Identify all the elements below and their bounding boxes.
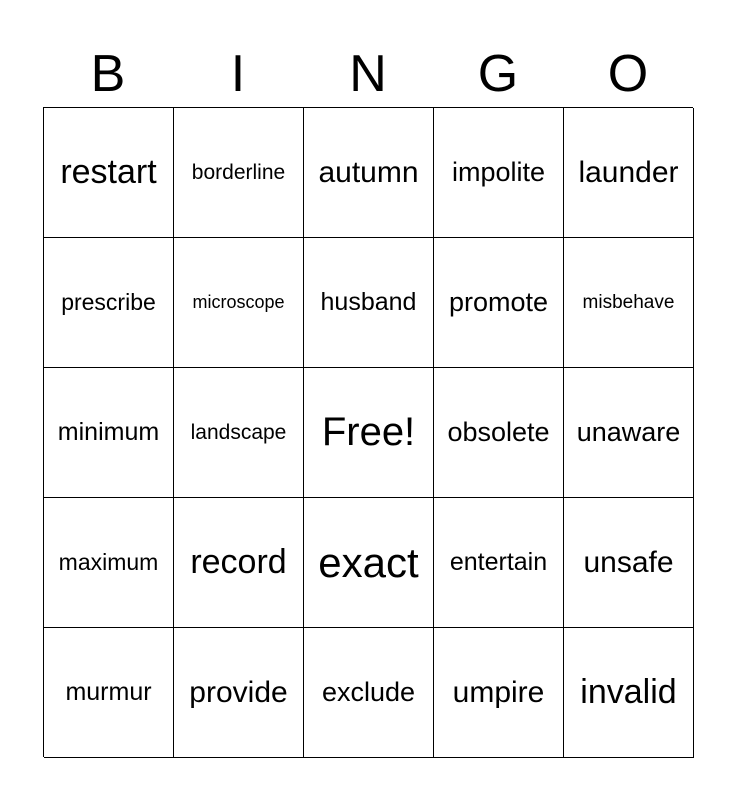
cell-word: record <box>190 543 287 581</box>
cell-word: prescribe <box>61 289 156 315</box>
cell-word: exact <box>318 538 419 586</box>
bingo-cell[interactable] <box>44 498 174 628</box>
header-letter-o: O <box>607 45 649 103</box>
bingo-cell[interactable] <box>44 108 174 238</box>
cell-word: impolite <box>451 157 546 187</box>
bingo-cell[interactable] <box>434 628 564 758</box>
cell-word: misbehave <box>582 291 675 313</box>
bingo-card-grid <box>43 107 693 757</box>
bingo-cell[interactable] <box>434 108 564 238</box>
bingo-cell[interactable] <box>434 368 564 498</box>
bingo-cell[interactable] <box>564 628 694 758</box>
bingo-cell[interactable] <box>564 368 694 498</box>
bingo-cell[interactable] <box>434 238 564 368</box>
free-space-cell[interactable] <box>304 368 434 498</box>
bingo-cell[interactable] <box>304 238 434 368</box>
bingo-cell[interactable] <box>174 238 304 368</box>
header-letter-g: G <box>477 45 519 103</box>
cell-word: unaware <box>576 417 681 447</box>
free-space-label: Free! <box>321 410 416 454</box>
bingo-cell[interactable] <box>304 498 434 628</box>
bingo-header <box>43 40 693 108</box>
bingo-cell[interactable] <box>44 368 174 498</box>
cell-word: launder <box>578 155 679 189</box>
cell-word: microscope <box>192 292 285 312</box>
cell-word: entertain <box>449 548 548 576</box>
bingo-cell[interactable] <box>304 628 434 758</box>
cell-word: minimum <box>57 418 160 446</box>
bingo-cell[interactable] <box>44 628 174 758</box>
cell-word: restart <box>60 153 157 191</box>
cell-word: murmur <box>65 678 152 706</box>
cell-word: provide <box>189 675 288 709</box>
bingo-cell[interactable] <box>44 238 174 368</box>
cell-word: exclude <box>321 677 416 707</box>
cell-word: umpire <box>452 675 545 709</box>
cell-word: autumn <box>318 155 419 189</box>
bingo-cell[interactable] <box>434 498 564 628</box>
bingo-cell[interactable] <box>564 108 694 238</box>
header-letter-n: N <box>349 45 387 103</box>
bingo-cell[interactable] <box>174 108 304 238</box>
cell-word: unsafe <box>583 545 674 579</box>
bingo-cell[interactable] <box>174 368 304 498</box>
bingo-cell[interactable] <box>174 628 304 758</box>
cell-word: borderline <box>191 160 286 184</box>
header-letter-b: B <box>90 45 126 103</box>
cell-word: promote <box>448 287 549 317</box>
cell-word: invalid <box>580 673 677 711</box>
cell-word: maximum <box>58 549 159 575</box>
cell-word: landscape <box>190 420 287 444</box>
bingo-cell[interactable] <box>174 498 304 628</box>
bingo-cell[interactable] <box>564 498 694 628</box>
cell-word: husband <box>320 288 417 316</box>
bingo-cell[interactable] <box>304 108 434 238</box>
cell-word: obsolete <box>447 417 550 447</box>
bingo-cell[interactable] <box>564 238 694 368</box>
header-letter-i: I <box>230 45 246 103</box>
